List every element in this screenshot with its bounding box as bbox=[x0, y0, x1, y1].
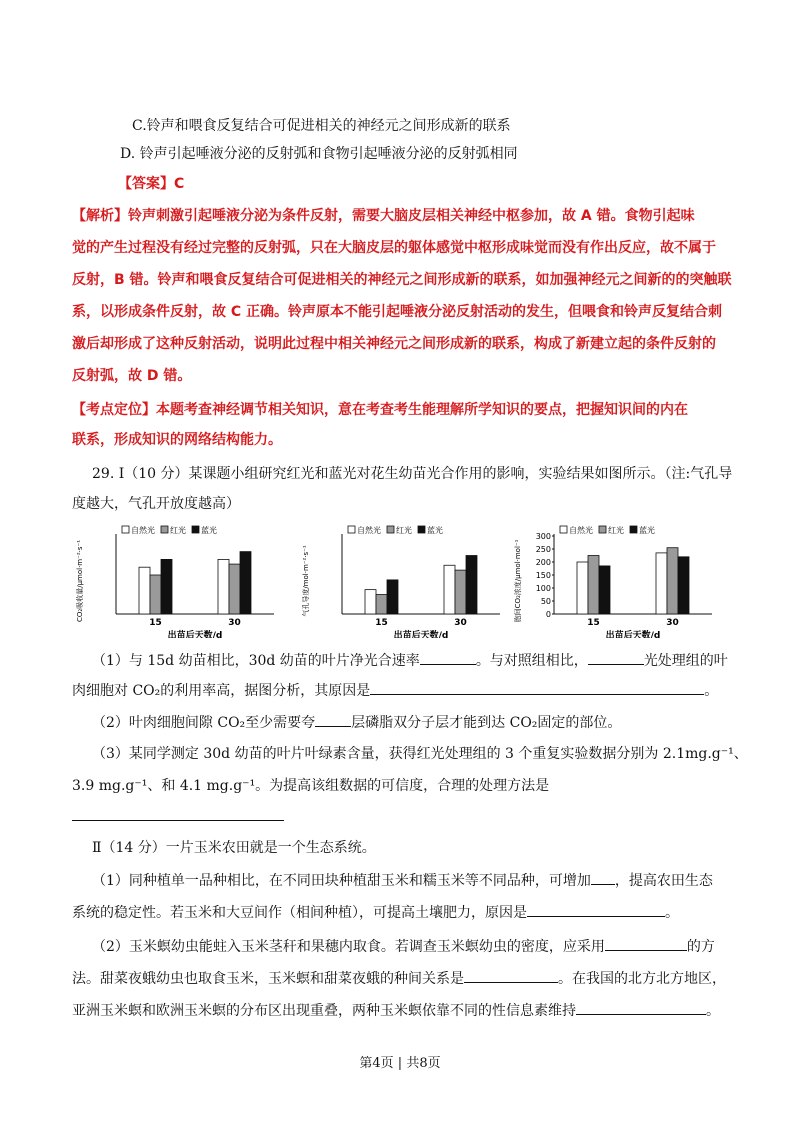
part2-intro: Ⅱ（14 分）一片玉米农田就是一个生态系统。 bbox=[92, 840, 376, 856]
part2-2-blank-3[interactable] bbox=[576, 1000, 706, 1015]
legend-swatch bbox=[387, 526, 394, 533]
analysis-line-3: 反射，B 错。铃声和喂食反复结合可促进相关的神经元之间形成新的联系，如加强神经元之间新的的突触联 bbox=[72, 272, 732, 288]
part2-1-blank-1[interactable] bbox=[591, 870, 615, 885]
q29-2-text-a: （2）叶肉细胞间隙 CO₂至少需要夸 bbox=[92, 715, 316, 731]
x-tick-label: 30 bbox=[666, 618, 679, 628]
part2-2-text-c: 法。甜菜夜蛾幼虫也取食玉米，玉米螟和甜菜夜蛾的种间关系是 bbox=[72, 971, 464, 987]
answer: 【答案】C bbox=[118, 176, 185, 192]
legend-label: 自然光 bbox=[131, 526, 155, 535]
y-axis-label: 胞间CO₂浓度/μmol·mol⁻¹ bbox=[514, 539, 522, 623]
x-tick-label: 30 bbox=[454, 618, 467, 628]
chart-stomatal-conductance-svg bbox=[298, 520, 510, 638]
x-tick-label: 15 bbox=[375, 618, 388, 628]
q29-1-blank-2[interactable] bbox=[588, 650, 644, 665]
q29-3-answer-line bbox=[72, 806, 284, 827]
y-axis-label: CO₂吸收量/μmol·m⁻²·s⁻¹ bbox=[76, 540, 84, 622]
bar-蓝光-30 bbox=[678, 557, 689, 614]
q29-intro-line-2: 度越大，气孔开放度越高） bbox=[72, 496, 240, 512]
q29-1-line-2 bbox=[72, 680, 718, 701]
q29-intro-line-1: 29. I（10 分）某课题小组研究红光和蓝光对花生幼苗光合作用的影响，实验结果如图所示。（注:气孔导 bbox=[92, 466, 733, 482]
legend-label: 蓝光 bbox=[639, 526, 655, 535]
y-tick-label: 100 bbox=[535, 584, 551, 593]
x-tick-label: 15 bbox=[587, 618, 600, 628]
bar-自然光-30 bbox=[656, 553, 667, 614]
part2-2-text-e: 亚洲玉米螟和欧洲玉米螟的分布区出现重叠，两种玉米螟依靠不同的性信息素维持 bbox=[72, 1003, 576, 1019]
bar-自然光-15 bbox=[577, 562, 588, 614]
legend-swatch bbox=[599, 526, 606, 533]
legend-label: 红光 bbox=[608, 526, 624, 535]
page-footer: 第4页 | 共8页 bbox=[359, 1056, 441, 1071]
legend-label: 红光 bbox=[170, 526, 186, 535]
q29-1-text-b: 。与对照组相比， bbox=[475, 653, 588, 669]
analysis-line-1: 【解析】铃声刺激引起唾液分泌为条件反射，需要大脑皮层相关神经中枢参加，故 A 错。食物引起味 bbox=[72, 208, 695, 224]
q29-1-blank-3[interactable] bbox=[370, 680, 704, 695]
q29-3-line-2: 3.9 mg.g⁻¹、和 4.1 mg.g⁻¹。为提高该组数据的可信度，合理的处理方法是 bbox=[72, 778, 550, 794]
legend-label: 蓝光 bbox=[427, 526, 443, 535]
part2-2-text-f: 。 bbox=[706, 1003, 720, 1019]
y-tick-label: 300 bbox=[535, 532, 551, 541]
part2-1-text-a: （1）同种植单一品种相比，在不同田块种植甜玉米和糯玉米等不同品种，可增加 bbox=[92, 873, 591, 889]
chart-co2-absorption bbox=[72, 520, 284, 638]
x-tick-label: 15 bbox=[149, 618, 162, 628]
legend-label: 蓝光 bbox=[201, 526, 217, 535]
q29-1-blank-1[interactable] bbox=[420, 650, 476, 665]
q29-2-text-b: 层磷脂双分子层才能到达 CO₂固定的部位。 bbox=[351, 715, 622, 731]
part2-1-text-b: ，提高农田生态 bbox=[614, 873, 713, 889]
analysis-line-2: 觉的产生过程没有经过完整的反射弧，只在大脑皮层的躯体感觉中枢形成味觉而没有作出反应，故不属于 bbox=[72, 240, 716, 256]
bar-蓝光-15 bbox=[599, 566, 610, 614]
part2-2-line-1 bbox=[92, 936, 715, 957]
x-axis-label: 出苗后天数/d bbox=[605, 631, 661, 638]
chart-intercellular-co2 bbox=[510, 520, 722, 638]
x-axis-label: 出苗后天数/d bbox=[393, 631, 449, 638]
y-tick-label: 50 bbox=[540, 597, 551, 606]
bar-蓝光-15 bbox=[387, 580, 398, 614]
bar-自然光-15 bbox=[139, 567, 150, 614]
key-point-line-2: 联系，形成知识的网络结构能力。 bbox=[72, 432, 282, 448]
q29-1-text-e: 。 bbox=[704, 683, 719, 699]
y-axis-label: 气孔导度/mol·m⁻²·s⁻¹ bbox=[302, 545, 310, 617]
legend-swatch bbox=[348, 526, 355, 533]
q29-2-line bbox=[92, 712, 621, 733]
bar-自然光-30 bbox=[444, 565, 455, 614]
option-d: D. 铃声引起唾液分泌的反射弧和食物引起唾液分泌的反射弧相同 bbox=[120, 146, 518, 162]
bar-自然光-15 bbox=[365, 590, 376, 614]
legend-swatch bbox=[630, 526, 637, 533]
legend-swatch bbox=[122, 526, 129, 533]
bar-蓝光-15 bbox=[161, 559, 172, 614]
x-tick-label: 30 bbox=[228, 618, 241, 628]
q29-1-text-d: 肉细胞对 CO₂的利用率高，据图分析，其原因是 bbox=[72, 683, 371, 699]
option-c: C.铃声和喂食反复结合可促进相关的神经元之间形成新的联系 bbox=[132, 118, 511, 134]
y-tick-label: 0 bbox=[545, 610, 551, 619]
part2-2-text-a: （2）玉米螟幼虫能蛀入玉米茎秆和果穗内取食。若调查玉米螟幼虫的密度，应采用 bbox=[92, 939, 605, 955]
bar-红光-30 bbox=[455, 570, 466, 614]
analysis-line-6: 反射弧，故 D 错。 bbox=[72, 368, 192, 384]
part2-1-blank-2[interactable] bbox=[527, 902, 665, 917]
part2-1-line-2 bbox=[72, 902, 679, 923]
part2-2-blank-2[interactable] bbox=[464, 968, 558, 983]
key-point-line-1: 【考点定位】本题考查神经调节相关知识，意在考查考生能理解所学知识的要点，把握知识间的内在 bbox=[72, 402, 688, 418]
chart-stomatal-conductance bbox=[298, 520, 510, 638]
part2-2-blank-1[interactable] bbox=[605, 936, 687, 951]
bar-红光-15 bbox=[150, 575, 161, 614]
analysis-line-4: 系，以形成条件反射，故 C 正确。铃声原本不能引起唾液分泌反射活动的发生，但喂食和铃声反复结合刺 bbox=[72, 304, 723, 320]
q29-2-blank[interactable] bbox=[315, 712, 351, 727]
legend-swatch bbox=[418, 526, 425, 533]
legend-swatch bbox=[161, 526, 168, 533]
bar-蓝光-30 bbox=[466, 556, 477, 615]
legend-swatch bbox=[192, 526, 199, 533]
q29-1-text-a: （1）与 15d 幼苗相比，30d 幼苗的叶片净光合速率 bbox=[92, 653, 420, 669]
bar-红光-15 bbox=[588, 556, 599, 615]
bar-红光-15 bbox=[376, 595, 387, 615]
analysis-line-5: 激后却形成了这种反射活动，说明此过程中相关神经元之间形成新的联系，构成了新建立起的条件反射的 bbox=[72, 336, 716, 352]
legend-label: 自然光 bbox=[357, 526, 381, 535]
y-tick-label: 200 bbox=[535, 558, 551, 567]
chart-intercellular-co2-svg bbox=[510, 520, 722, 638]
part2-1-line-1 bbox=[92, 870, 713, 891]
bar-蓝光-30 bbox=[240, 552, 251, 614]
q29-3-blank[interactable] bbox=[72, 806, 284, 821]
q29-3-line-1: （3）某同学测定 30d 幼苗的叶片叶绿素含量，获得红光处理组的 3 个重复实验数据分别为 2.1mg.g⁻¹、 bbox=[92, 746, 748, 762]
bar-红光-30 bbox=[667, 548, 678, 614]
part2-1-text-d: 。 bbox=[665, 905, 679, 921]
y-tick-label: 250 bbox=[535, 545, 551, 554]
legend-label: 红光 bbox=[396, 526, 412, 535]
bar-自然光-30 bbox=[218, 559, 229, 614]
legend-label: 自然光 bbox=[569, 526, 593, 535]
part2-1-text-c: 系统的稳定性。若玉米和大豆间作（相间种植），可提高土壤肥力，原因是 bbox=[72, 905, 527, 921]
part2-2-text-b: 的方 bbox=[686, 939, 715, 955]
part2-2-line-2 bbox=[72, 968, 726, 989]
q29-1-line-1 bbox=[92, 650, 728, 671]
part2-2-line-3 bbox=[72, 1000, 720, 1021]
legend-swatch bbox=[560, 526, 567, 533]
q29-1-text-c: 光处理组的叶 bbox=[643, 653, 728, 669]
x-axis-label: 出苗后天数/d bbox=[167, 631, 223, 638]
part2-2-text-d: 。在我国的北方北方地区， bbox=[558, 971, 726, 987]
chart-co2-absorption-svg bbox=[72, 520, 284, 638]
bar-红光-30 bbox=[229, 564, 240, 614]
y-tick-label: 150 bbox=[535, 571, 551, 580]
